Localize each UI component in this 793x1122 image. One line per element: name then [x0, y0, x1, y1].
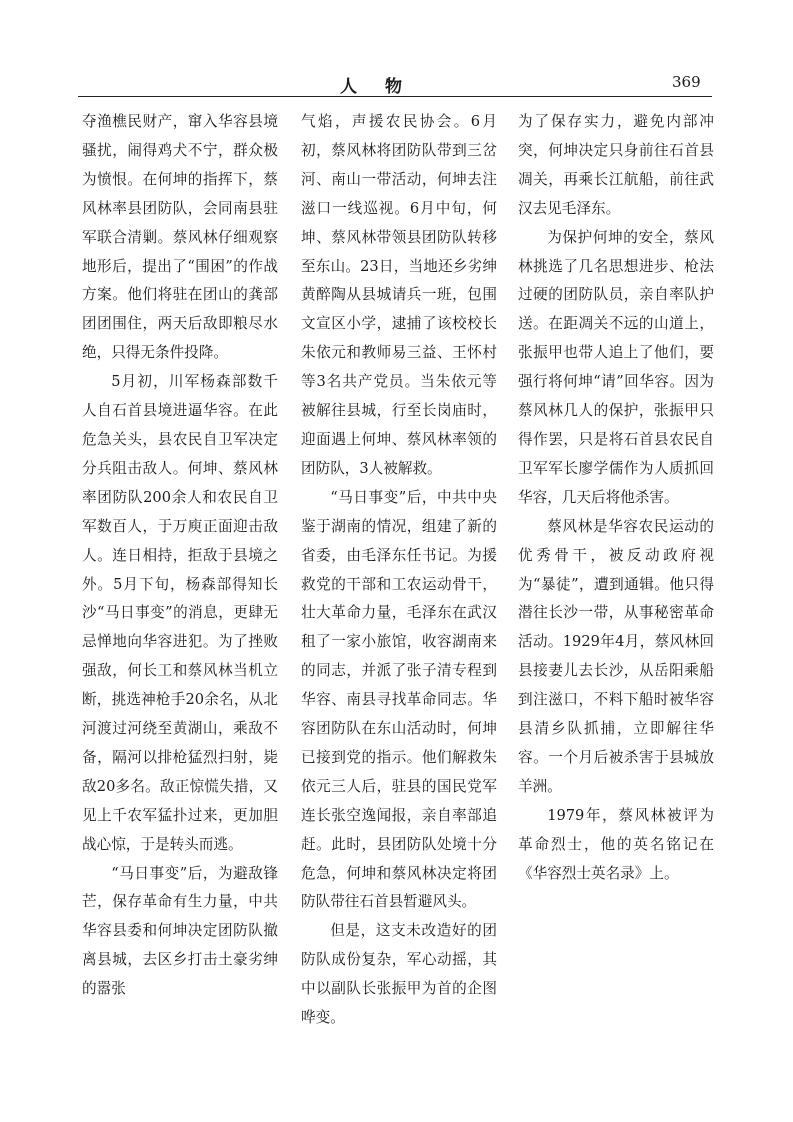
- page-number: 369: [672, 73, 701, 91]
- paragraph: “马日事变”后，中共中央鉴于湖南的情况，组建了新的省委，由毛泽东任书记。为援救党的干部和工农运动骨干，壮大革命力量，毛泽东在武汉租了一家小旅馆，收容湖南来的同志，并派了张子清专程到华容、南县寻找革命同志。华容团防队在东山活动时，何坤已接到党的指示。他们解救朱依元三人后，驻县的国民党军连长张空逸闻报，亲自率部追赶。此时，县团防队处境十分危急，何坤和蔡风林决定将团防队带往石首县暂避风头。: [301, 488, 497, 911]
- paragraph: “马日事变”后，为避敌锋芒，保存革命有生力量，中共华容县委和何坤决定团防队撤离县城，去区乡打击土豪劣绅的嚣张: [82, 864, 278, 998]
- running-header-title: 人物: [340, 77, 430, 97]
- paragraph: 为保护何坤的安全，蔡风林挑选了几名思想进步、枪法过硬的团防队员，亲自率队护送。在距凋关不远的山道上，张振甲也带人追上了他们，要强行将何坤“请”回华容。因为蔡风林几人的保护，张振甲只得作罢，只是将石首县农民自卫军军长廖学儒作为人质抓回华容，几天后将他杀害。: [518, 228, 714, 506]
- paragraph: 1979年，蔡风林被评为革命烈士，他的英名铭记在《华容烈士英名录》上。: [518, 806, 714, 882]
- paragraph: 夺渔樵民财产，窜入华容县境骚扰，闹得鸡犬不宁，群众极为愤恨。在何坤的指挥下，蔡风林率县团防队，会同南县驻军联合清剿。蔡风林仔细观察地形后，提出了“围困”的作战方案。他们将驻在团山的龚部团团围住，两天后敌即粮尽水绝，只得无条件投降。: [82, 113, 278, 362]
- text-column-1: [82, 108, 278, 1004]
- header-rule: [78, 96, 712, 97]
- paragraph: 5月初，川军杨森部数千人自石首县境进逼华容。在此危急关头，县农民自卫军决定分兵阻击敌人。何坤、蔡风林率团防队200余人和农民自卫军数百人，于万庾正面迎击敌人。连日相持，拒敌于县境之外。5月下旬，杨森部得知长沙“马日事变”的消息，更肆无忌惮地向华容进犯。为了挫败强敌，何长工和蔡风林当机立断，挑选神枪手20余名，从北河渡过河绕至黄湖山，乘敌不备，隔河以排枪猛烈扫射，毙敌20多名。敌正惊慌失措，又见上千农军猛扑过来，更加胆战心惊，于是转头而逃。: [82, 373, 278, 853]
- paragraph: 但是，这支未改造好的团防队成份复杂，军心动摇，其中以副队长张振甲为首的企图哗变。: [301, 922, 497, 1027]
- paragraph: 蔡风林是华容农民运动的优秀骨干，被反动政府视为“暴徒”，遭到通辑。他只得潜往长沙一带，从事秘密革命活动。1929年4月，蔡风林回县接妻儿去长沙，从岳阳乘船到注滋口，不料下船时被华容县清乡队抓捕，立即解往华容。一个月后被杀害于县城放羊洲。: [518, 517, 714, 795]
- text-column-2: [301, 108, 497, 1033]
- paragraph: 为了保存实力，避免内部冲突，何坤决定只身前往石首县凋关，再乘长江航船，前往武汉去见毛泽东。: [518, 113, 714, 217]
- paragraph: 气焰，声援农民协会。6月初，蔡风林将团防队带到三岔河、南山一带活动，何坤去注滋口一线巡视。6月中旬，何坤、蔡风林带领县团防队转移至东山。23日，当地还乡劣绅黄醉陶从县城请兵一班，包围文宣区小学，逮捕了该校校长朱依元和教师易三益、王怀村等3名共产党员。当朱依元等被解往县城，行至长岗庙时，迎面遇上何坤、蔡风林率领的团防队，3人被解救。: [301, 113, 497, 477]
- text-column-3: [518, 108, 714, 888]
